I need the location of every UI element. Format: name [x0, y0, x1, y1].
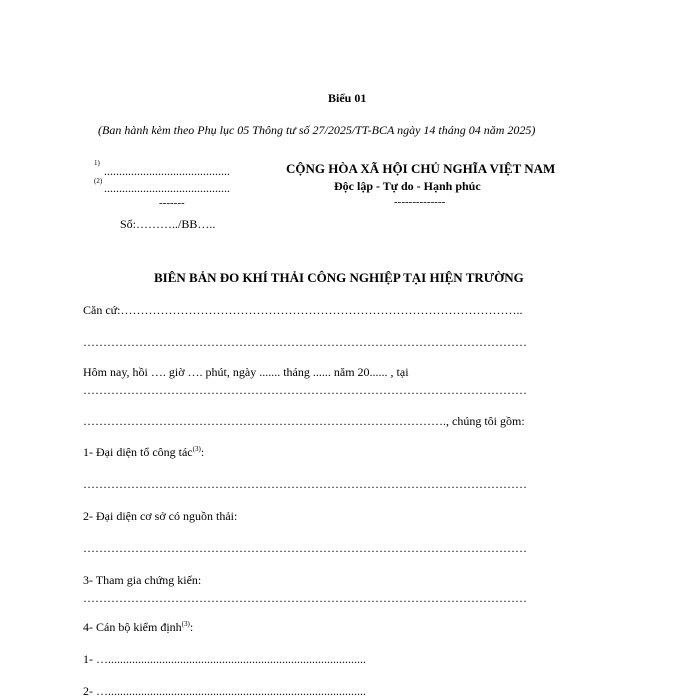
inspector-item-1: 1- …......................................................................................: [83, 652, 366, 666]
participants-intro: ………………………………………………………………………………., chúng tôi gồm:: [83, 414, 525, 428]
dotted-line: …………………………………………………………………………………………………: [83, 591, 527, 605]
date-time-line: Hôm nay, hồi …. giờ …. phút, ngày ....... tháng ...... năm 20...... , tại: [83, 365, 409, 379]
document-number: Số:………../BB…..: [120, 217, 216, 231]
document-title: BIÊN BẢN ĐO KHÍ THẢI CÔNG NGHIỆP TẠI HIỆN TRƯỜNG: [154, 270, 524, 285]
national-motto: Độc lập - Tự do - Hạnh phúc: [334, 179, 481, 193]
dotted-line: …………………………………………………………………………………………………: [83, 477, 527, 491]
issued-note: (Ban hành kèm theo Phụ lục 05 Thông tư số 27/2025/TT-BCA ngày 14 tháng 04 năm 2025): [98, 123, 536, 137]
dotted-line: …………………………………………………………………………………………………: [83, 383, 527, 397]
footnote-mark-1: 1): [94, 159, 100, 167]
section-1-heading: 1- Đại diện tổ công tác$^{(3)}$:: [83, 445, 205, 459]
section-4-heading: 4- Cán bộ kiểm định$^{(3)}$:: [83, 620, 194, 634]
form-code: Biểu 01: [328, 91, 367, 105]
inspector-item-2: 2- …......................................................................................: [83, 684, 366, 698]
footnote-mark-2: (2): [94, 177, 103, 185]
agency-line-2: ..........................................: [104, 181, 230, 195]
right-divider: --------------: [394, 196, 446, 208]
dotted-line: …………………………………………………………………………………………………: [83, 541, 527, 555]
basis-line: Căn cứ:………………………………………………………………………………………..: [83, 303, 523, 317]
left-divider: -------: [159, 197, 185, 209]
section-2-heading: 2- Đại diện cơ sở có nguồn thải:: [83, 509, 238, 523]
agency-line-1: ..........................................: [104, 164, 230, 178]
section-3-heading: 3- Tham gia chứng kiến:: [83, 573, 202, 587]
dotted-line: …………………………………………………………………………………………………: [83, 335, 527, 349]
country-name: CỘNG HÒA XÃ HỘI CHỦ NGHĨA VIỆT NAM: [286, 161, 556, 176]
